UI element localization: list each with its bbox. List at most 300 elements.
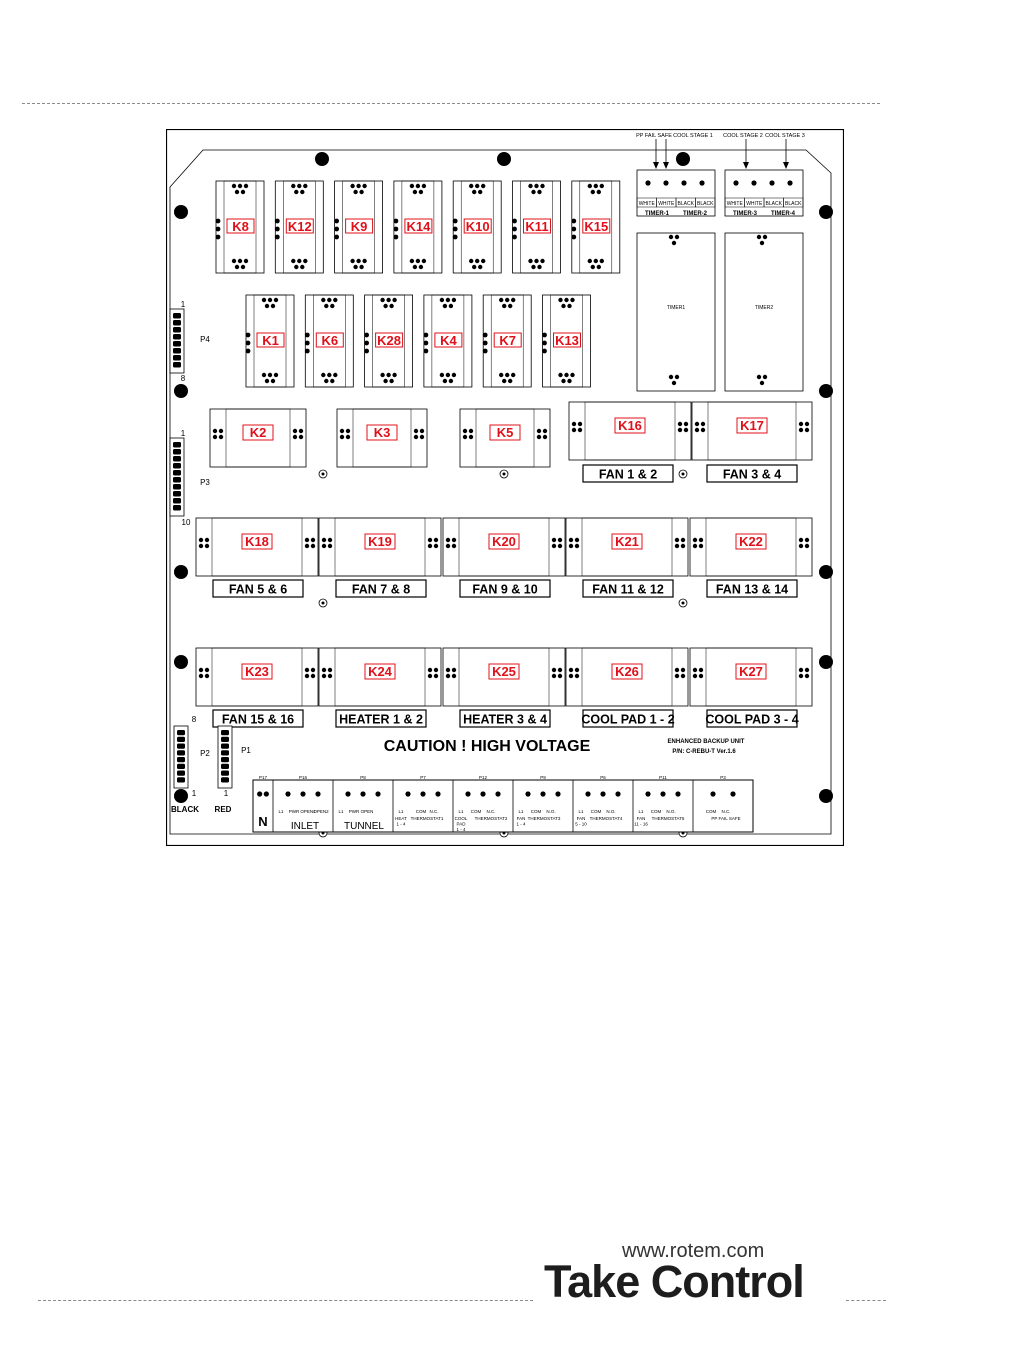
solder-pad bbox=[481, 259, 485, 263]
solder-pad bbox=[693, 674, 697, 678]
solder-pad bbox=[542, 333, 547, 338]
via-center bbox=[682, 473, 685, 476]
solder-pad bbox=[330, 304, 334, 308]
solder-pad bbox=[274, 298, 278, 302]
top-signal-label: COOL STAGE 1 bbox=[673, 133, 713, 139]
solder-pad bbox=[591, 190, 595, 194]
mounting-hole bbox=[174, 789, 188, 803]
solder-pad bbox=[340, 435, 344, 439]
solder-pad bbox=[594, 184, 598, 188]
solder-pad bbox=[575, 668, 579, 672]
solder-pad bbox=[453, 235, 458, 240]
solder-pad bbox=[575, 674, 579, 678]
solder-pad bbox=[235, 190, 239, 194]
header-pin bbox=[221, 757, 229, 762]
terminal-pin-label: PWR bbox=[288, 809, 300, 814]
terminal-pin-label: L1 bbox=[398, 809, 404, 814]
solder-pad bbox=[446, 373, 450, 377]
function-label: FAN 3 & 4 bbox=[722, 467, 782, 482]
terminal-desc: THERMOSTAT2 bbox=[474, 816, 508, 821]
solder-pad bbox=[558, 668, 562, 672]
solder-pad bbox=[424, 349, 429, 354]
solder-pad bbox=[311, 538, 315, 542]
solder-pad bbox=[293, 429, 297, 433]
p1-label: P1 bbox=[241, 746, 251, 755]
solder-pad bbox=[472, 190, 476, 194]
solder-pad bbox=[305, 341, 310, 346]
terminal-pin-label: COM bbox=[590, 809, 602, 814]
terminal-pin-label: L1 bbox=[518, 809, 524, 814]
mounting-hole bbox=[819, 205, 833, 219]
solder-pad bbox=[383, 379, 387, 383]
solder-pad bbox=[392, 373, 396, 377]
solder-pad bbox=[672, 241, 676, 245]
solder-pad bbox=[268, 298, 272, 302]
solder-pad bbox=[303, 259, 307, 263]
relay-label-k8: K8 bbox=[232, 219, 249, 234]
solder-pad bbox=[414, 429, 418, 433]
terminal-pin-label: N.O. bbox=[546, 809, 556, 814]
function-label: FAN 1 & 2 bbox=[598, 467, 658, 482]
solder-pad bbox=[299, 435, 303, 439]
solder-pad bbox=[244, 259, 248, 263]
solder-pad bbox=[483, 333, 488, 338]
solder-pad bbox=[434, 674, 438, 678]
header-pin bbox=[177, 757, 185, 762]
relay-label-k15: K15 bbox=[584, 219, 609, 234]
solder-pad bbox=[508, 379, 512, 383]
solder-pad bbox=[386, 373, 390, 377]
relay-label-k6: K6 bbox=[321, 333, 339, 348]
solder-pad bbox=[534, 259, 538, 263]
relay-label-k27: K27 bbox=[739, 664, 763, 679]
footer-brand-logo: Take Control bbox=[544, 1256, 804, 1307]
terminal-screw bbox=[285, 791, 290, 796]
solder-pad bbox=[410, 184, 414, 188]
solder-pad bbox=[305, 544, 309, 548]
solder-pad bbox=[440, 298, 444, 302]
solder-pad bbox=[478, 190, 482, 194]
wire-color-label: BLACK bbox=[785, 201, 802, 207]
solder-pad bbox=[328, 538, 332, 542]
relay-label-k2: K2 bbox=[249, 425, 267, 440]
relay-label-k19: K19 bbox=[368, 534, 392, 549]
solder-pad bbox=[512, 235, 517, 240]
terminal-pin-label: OPEN bbox=[360, 809, 374, 814]
solder-pad bbox=[699, 668, 703, 672]
solder-pad bbox=[600, 259, 604, 263]
terminal-pin-label: N.O. bbox=[606, 809, 616, 814]
terminal-screw bbox=[480, 791, 485, 796]
solder-pad bbox=[543, 429, 547, 433]
header-pin bbox=[173, 327, 181, 333]
solder-pad bbox=[531, 190, 535, 194]
solder-pad bbox=[199, 674, 203, 678]
header-pin bbox=[173, 491, 181, 497]
via-center bbox=[322, 602, 325, 605]
solder-pad bbox=[469, 429, 473, 433]
solder-pad bbox=[244, 184, 248, 188]
function-label: COOL PAD 1 - 2 bbox=[581, 712, 675, 727]
solder-pad bbox=[333, 298, 337, 302]
function-label: COOL PAD 3 - 4 bbox=[705, 712, 799, 727]
solder-pad bbox=[463, 429, 467, 433]
header-pin bbox=[221, 750, 229, 755]
solder-pad bbox=[571, 219, 576, 224]
terminal-pin-label: COM bbox=[530, 809, 542, 814]
solder-pad bbox=[678, 428, 682, 432]
header-pin bbox=[173, 477, 181, 483]
solder-pad bbox=[394, 219, 399, 224]
solder-pad bbox=[452, 544, 456, 548]
solder-pad bbox=[787, 180, 792, 185]
solder-pad bbox=[346, 435, 350, 439]
timer-connector bbox=[725, 170, 803, 216]
solder-pad bbox=[416, 259, 420, 263]
header-pin bbox=[173, 449, 181, 455]
relay-label-k22: K22 bbox=[739, 534, 763, 549]
solder-pad bbox=[334, 235, 339, 240]
solder-pad bbox=[575, 538, 579, 542]
solder-pad bbox=[681, 538, 685, 542]
header-pin bbox=[173, 484, 181, 490]
caution-warning: CAUTION ! HIGH VOLTAGE bbox=[383, 738, 591, 755]
solder-pad bbox=[805, 544, 809, 548]
mounting-hole bbox=[819, 789, 833, 803]
terminal-id: P7 bbox=[420, 775, 426, 780]
solder-pad bbox=[305, 349, 310, 354]
relay-label-k10: K10 bbox=[465, 219, 490, 234]
function-label: FAN 5 & 6 bbox=[228, 582, 288, 597]
solder-pad bbox=[499, 298, 503, 302]
terminal-screw bbox=[600, 791, 605, 796]
backup-unit-wiring-diagram bbox=[166, 129, 844, 846]
function-label: FAN 15 & 16 bbox=[221, 712, 295, 727]
solder-pad bbox=[440, 373, 444, 377]
relay-label-k21: K21 bbox=[615, 534, 639, 549]
solder-pad bbox=[552, 668, 556, 672]
solder-pad bbox=[362, 184, 366, 188]
solder-pad bbox=[199, 538, 203, 542]
solder-pad bbox=[334, 227, 339, 232]
solder-pad bbox=[235, 265, 239, 269]
solder-pad bbox=[805, 422, 809, 426]
solder-pad bbox=[274, 373, 278, 377]
terminal-desc: FAN bbox=[636, 816, 646, 821]
solder-pad bbox=[757, 375, 761, 379]
wire-black-label: BLACK bbox=[171, 805, 199, 814]
solder-pad bbox=[578, 422, 582, 426]
terminal-screw bbox=[300, 791, 305, 796]
solder-pad bbox=[424, 333, 429, 338]
solder-pad bbox=[463, 435, 467, 439]
solder-pad bbox=[675, 668, 679, 672]
solder-pad bbox=[552, 538, 556, 542]
solder-pad bbox=[552, 544, 556, 548]
solder-pad bbox=[305, 333, 310, 338]
terminal-screw bbox=[730, 791, 735, 796]
terminal-desc: FAN bbox=[516, 816, 526, 821]
terminal-id: P8 bbox=[360, 775, 366, 780]
solder-pad bbox=[469, 184, 473, 188]
relay-label-k1: K1 bbox=[262, 333, 279, 348]
solder-pad bbox=[359, 265, 363, 269]
unit-title: ENHANCED BACKUP UNIT bbox=[667, 739, 745, 745]
solder-pad bbox=[262, 298, 266, 302]
header-pin bbox=[177, 737, 185, 742]
solder-pad bbox=[469, 259, 473, 263]
solder-pad bbox=[213, 435, 217, 439]
header-pin bbox=[221, 777, 229, 782]
solder-pad bbox=[645, 180, 650, 185]
solder-pad bbox=[564, 373, 568, 377]
solder-pad bbox=[564, 298, 568, 302]
terminal-screw bbox=[615, 791, 620, 796]
wire-color-label: WHITE bbox=[726, 201, 743, 207]
solder-pad bbox=[297, 184, 301, 188]
timer-module-label: TIMER2 bbox=[754, 305, 774, 311]
via-center bbox=[322, 473, 325, 476]
solder-pad bbox=[537, 435, 541, 439]
solder-pad bbox=[502, 304, 506, 308]
relay-label-k7: K7 bbox=[499, 333, 517, 348]
solder-pad bbox=[591, 265, 595, 269]
solder-pad bbox=[446, 298, 450, 302]
solder-pad bbox=[311, 544, 315, 548]
terminal-screw bbox=[420, 791, 425, 796]
solder-pad bbox=[597, 265, 601, 269]
solder-pad bbox=[420, 435, 424, 439]
solder-pad bbox=[324, 304, 328, 308]
terminal-screw bbox=[375, 791, 380, 796]
solder-pad bbox=[394, 227, 399, 232]
terminal-screw bbox=[465, 791, 470, 796]
footer-url[interactable]: www.rotem.com bbox=[622, 1240, 765, 1262]
relay-label-k13: K13 bbox=[555, 333, 579, 348]
solder-pad bbox=[567, 304, 571, 308]
solder-pad bbox=[452, 298, 456, 302]
function-label: FAN 7 & 8 bbox=[351, 582, 411, 597]
terminal-id: P6 bbox=[600, 775, 606, 780]
terminal-group-inlet: INLET bbox=[290, 821, 320, 832]
solder-pad bbox=[540, 184, 544, 188]
solder-pad bbox=[322, 668, 326, 672]
solder-pad bbox=[512, 227, 517, 232]
terminal-screw bbox=[315, 791, 320, 796]
solder-pad bbox=[681, 668, 685, 672]
solder-pad bbox=[572, 422, 576, 426]
timer-module bbox=[637, 233, 715, 391]
solder-pad bbox=[353, 190, 357, 194]
solder-pad bbox=[419, 190, 423, 194]
solder-pad bbox=[681, 180, 686, 185]
solder-pad bbox=[428, 674, 432, 678]
solder-pad bbox=[328, 544, 332, 548]
terminal-screw bbox=[264, 791, 269, 796]
solder-pad bbox=[675, 538, 679, 542]
header-pin bbox=[173, 442, 181, 448]
solder-pad bbox=[588, 259, 592, 263]
mounting-hole bbox=[174, 565, 188, 579]
solder-pad bbox=[328, 668, 332, 672]
solder-pad bbox=[446, 668, 450, 672]
relay-label-k20: K20 bbox=[492, 534, 516, 549]
header-pin bbox=[173, 341, 181, 347]
solder-pad bbox=[216, 235, 221, 240]
solder-pad bbox=[238, 184, 242, 188]
solder-pad bbox=[537, 429, 541, 433]
terminal-group-n: N bbox=[258, 814, 268, 829]
timer-label: TIMER-4 bbox=[771, 211, 795, 217]
p4-pin-end: 8 bbox=[180, 374, 186, 383]
solder-pad bbox=[701, 428, 705, 432]
solder-pad bbox=[232, 259, 236, 263]
solder-pad bbox=[322, 674, 326, 678]
terminal-screw bbox=[710, 791, 715, 796]
solder-pad bbox=[571, 227, 576, 232]
solder-pad bbox=[303, 184, 307, 188]
terminal-id: P3 bbox=[720, 775, 726, 780]
solder-pad bbox=[380, 373, 384, 377]
terminal-id: P16 bbox=[298, 775, 308, 780]
terminal-pin-label: N.C. bbox=[486, 809, 496, 814]
bottom-dashed-divider-right bbox=[846, 1300, 886, 1301]
solder-pad bbox=[540, 259, 544, 263]
solder-pad bbox=[219, 429, 223, 433]
solder-pad bbox=[475, 259, 479, 263]
solder-pad bbox=[305, 674, 309, 678]
solder-pad bbox=[389, 379, 393, 383]
header-pin bbox=[221, 737, 229, 742]
solder-pad bbox=[297, 259, 301, 263]
solder-pad bbox=[311, 674, 315, 678]
solder-pad bbox=[669, 375, 673, 379]
solder-pad bbox=[567, 379, 571, 383]
solder-pad bbox=[701, 422, 705, 426]
solder-pad bbox=[769, 180, 774, 185]
solder-pad bbox=[588, 184, 592, 188]
solder-pad bbox=[428, 668, 432, 672]
solder-pad bbox=[512, 219, 517, 224]
p1-pin-num: 1 bbox=[223, 789, 229, 798]
mounting-hole bbox=[174, 205, 188, 219]
solder-pad bbox=[232, 184, 236, 188]
solder-pad bbox=[699, 674, 703, 678]
header-pin bbox=[177, 777, 185, 782]
terminal-screw bbox=[675, 791, 680, 796]
timer-label: TIMER-1 bbox=[645, 211, 669, 217]
terminal-desc: THERMOSTAT1 bbox=[410, 816, 444, 821]
solder-pad bbox=[452, 674, 456, 678]
solder-pad bbox=[452, 538, 456, 542]
header-pin bbox=[177, 764, 185, 769]
terminal-desc: 1 - 4 bbox=[456, 827, 466, 832]
relay-label-k12: K12 bbox=[287, 219, 312, 234]
solder-pad bbox=[271, 304, 275, 308]
relay-label-k26: K26 bbox=[615, 664, 639, 679]
solder-pad bbox=[443, 379, 447, 383]
terminal-pin-label: L1 bbox=[458, 809, 464, 814]
mounting-hole bbox=[497, 152, 511, 166]
solder-pad bbox=[699, 180, 704, 185]
timer-connector bbox=[637, 170, 715, 216]
solder-pad bbox=[672, 381, 676, 385]
solder-pad bbox=[311, 668, 315, 672]
terminal-desc: 11 - 16 bbox=[634, 821, 648, 827]
solder-pad bbox=[364, 341, 369, 346]
solder-pad bbox=[542, 349, 547, 354]
header-pin bbox=[173, 320, 181, 326]
terminal-desc: FAN bbox=[576, 816, 586, 821]
solder-pad bbox=[356, 184, 360, 188]
solder-pad bbox=[268, 373, 272, 377]
solder-pad bbox=[322, 544, 326, 548]
solder-pad bbox=[216, 219, 221, 224]
solder-pad bbox=[293, 435, 297, 439]
solder-pad bbox=[558, 538, 562, 542]
solder-pad bbox=[434, 668, 438, 672]
function-label: FAN 11 & 12 bbox=[592, 582, 664, 597]
header-pin bbox=[173, 355, 181, 361]
solder-pad bbox=[420, 429, 424, 433]
solder-pad bbox=[805, 538, 809, 542]
relay-label-k25: K25 bbox=[492, 664, 516, 679]
header-pin bbox=[173, 470, 181, 476]
solder-pad bbox=[799, 668, 803, 672]
solder-pad bbox=[305, 668, 309, 672]
solder-pad bbox=[300, 265, 304, 269]
solder-pad bbox=[572, 428, 576, 432]
solder-pad bbox=[751, 180, 756, 185]
solder-pad bbox=[511, 373, 515, 377]
header-pin bbox=[177, 730, 185, 735]
solder-pad bbox=[558, 544, 562, 548]
solder-pad bbox=[334, 219, 339, 224]
header-pin bbox=[173, 463, 181, 469]
function-label: HEATER 1 & 2 bbox=[339, 712, 423, 727]
terminal-desc: 5 - 10 bbox=[575, 821, 587, 827]
solder-pad bbox=[413, 190, 417, 194]
solder-pad bbox=[392, 298, 396, 302]
solder-pad bbox=[410, 259, 414, 263]
solder-pad bbox=[558, 298, 562, 302]
solder-pad bbox=[805, 428, 809, 432]
terminal-screw bbox=[405, 791, 410, 796]
function-label: HEATER 3 & 4 bbox=[463, 712, 547, 727]
terminal-desc: THERMOSTAT3 bbox=[527, 816, 561, 821]
solder-pad bbox=[552, 674, 556, 678]
solder-pad bbox=[246, 349, 251, 354]
p3-pin-end: 10 bbox=[181, 518, 191, 527]
solder-pad bbox=[695, 428, 699, 432]
header-pin bbox=[173, 334, 181, 340]
solder-pad bbox=[578, 428, 582, 432]
solder-pad bbox=[446, 674, 450, 678]
solder-pad bbox=[199, 544, 203, 548]
solder-pad bbox=[558, 373, 562, 377]
terminal-desc: THERMOSTAT5 bbox=[651, 816, 685, 821]
terminal-group-tunnel: TUNNEL bbox=[343, 821, 385, 832]
solder-pad bbox=[364, 333, 369, 338]
mounting-hole bbox=[174, 655, 188, 669]
terminal-pin-label: OPEN1 bbox=[300, 809, 316, 814]
solder-pad bbox=[305, 538, 309, 542]
solder-pad bbox=[528, 184, 532, 188]
terminal-pin-label: COM bbox=[470, 809, 482, 814]
solder-pad bbox=[472, 265, 476, 269]
solder-pad bbox=[537, 190, 541, 194]
solder-pad bbox=[422, 259, 426, 263]
